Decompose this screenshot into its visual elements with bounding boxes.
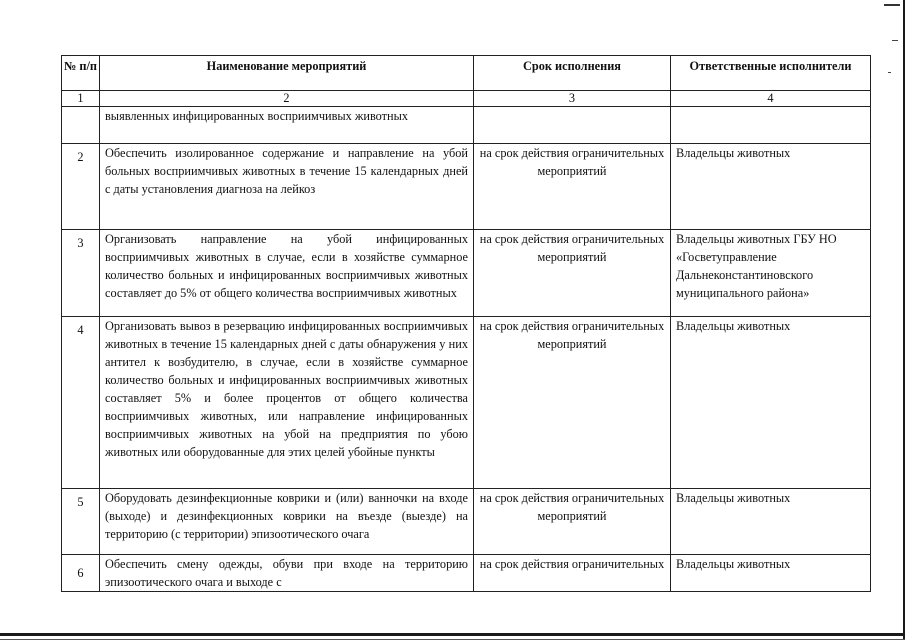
column-number: 3 (474, 91, 671, 107)
row-activity: выявленных инфицированных восприимчивых животных (100, 107, 474, 144)
table-row (62, 107, 871, 144)
table-row (62, 489, 871, 555)
row-activity: Организовать направление на убой инфицированных восприимчивых животных в случае, если в хозяйстве суммарное количество больных и инфицированных восприимчивых животных составляет до 5% от общего количества восприимчивых животных (100, 230, 474, 317)
scan-corner-mark (884, 4, 900, 6)
row-responsible: Владельцы животных (671, 555, 871, 592)
row-responsible (671, 107, 871, 144)
column-number: 2 (100, 91, 474, 107)
column-number: 4 (671, 91, 871, 107)
table-row (62, 555, 871, 592)
row-term: на срок действия ограничительных мероприятий (474, 317, 671, 489)
row-number: 4 (62, 317, 100, 489)
table-header-row (62, 56, 871, 91)
row-responsible: Владельцы животных (671, 144, 871, 230)
scan-edge-bottom (0, 633, 905, 636)
row-responsible: Владельцы животных ГБУ НО «Госветуправление Дальнеконстантиновского муниципального района» (671, 230, 871, 317)
row-number: 5 (62, 489, 100, 555)
row-number: 3 (62, 230, 100, 317)
table-row (62, 317, 871, 489)
row-number: 6 (62, 555, 100, 592)
header-num: № п/п (62, 56, 100, 91)
row-term: на срок действия ограничительных мероприятий (474, 144, 671, 230)
row-activity: Обеспечить изолированное содержание и направление на убой больных восприимчивых животных в течение 15 календарных дней с даты установления диагноза на лейкоз (100, 144, 474, 230)
column-number: 1 (62, 91, 100, 107)
table-row (62, 144, 871, 230)
header-activity: Наименование мероприятий (100, 56, 474, 91)
scan-mark (892, 40, 898, 41)
row-responsible: Владельцы животных (671, 489, 871, 555)
row-term: на срок действия ограничительных (474, 555, 671, 592)
scan-mark (888, 72, 891, 73)
activities-table (61, 55, 871, 592)
row-number: 2 (62, 144, 100, 230)
column-number-row (62, 91, 871, 107)
row-activity: Обеспечить смену одежды, обуви при входе на территорию эпизоотического очага и выходе с (100, 555, 474, 592)
row-activity: Организовать вывоз в резервацию инфицированных восприимчивых животных в течение 15 календарных дней с даты обнаружения у них антител к возбудителю, в случае, если в хозяйстве суммарное количество больных и инфицированных восприимчивых животных составляет 5% и более процентов от общего количества восприимчивых животных, или направление инфицированных восприимчивых животных на убой на предприятия по убою животных или оборудованные для этих целей убойные пункты (100, 317, 474, 489)
row-term (474, 107, 671, 144)
header-responsible: Ответственные исполнители (671, 56, 871, 91)
table-row (62, 230, 871, 317)
row-term: на срок действия ограничительных мероприятий (474, 489, 671, 555)
row-responsible: Владельцы животных (671, 317, 871, 489)
row-number (62, 107, 100, 144)
header-term: Срок исполнения (474, 56, 671, 91)
row-activity: Оборудовать дезинфекционные коврики и (или) ванночки на входе (выходе) и дезинфекционных коврики на въезде (выезде) на территорию (с территории) эпизоотического очага (100, 489, 474, 555)
row-term: на срок действия ограничительных мероприятий (474, 230, 671, 317)
